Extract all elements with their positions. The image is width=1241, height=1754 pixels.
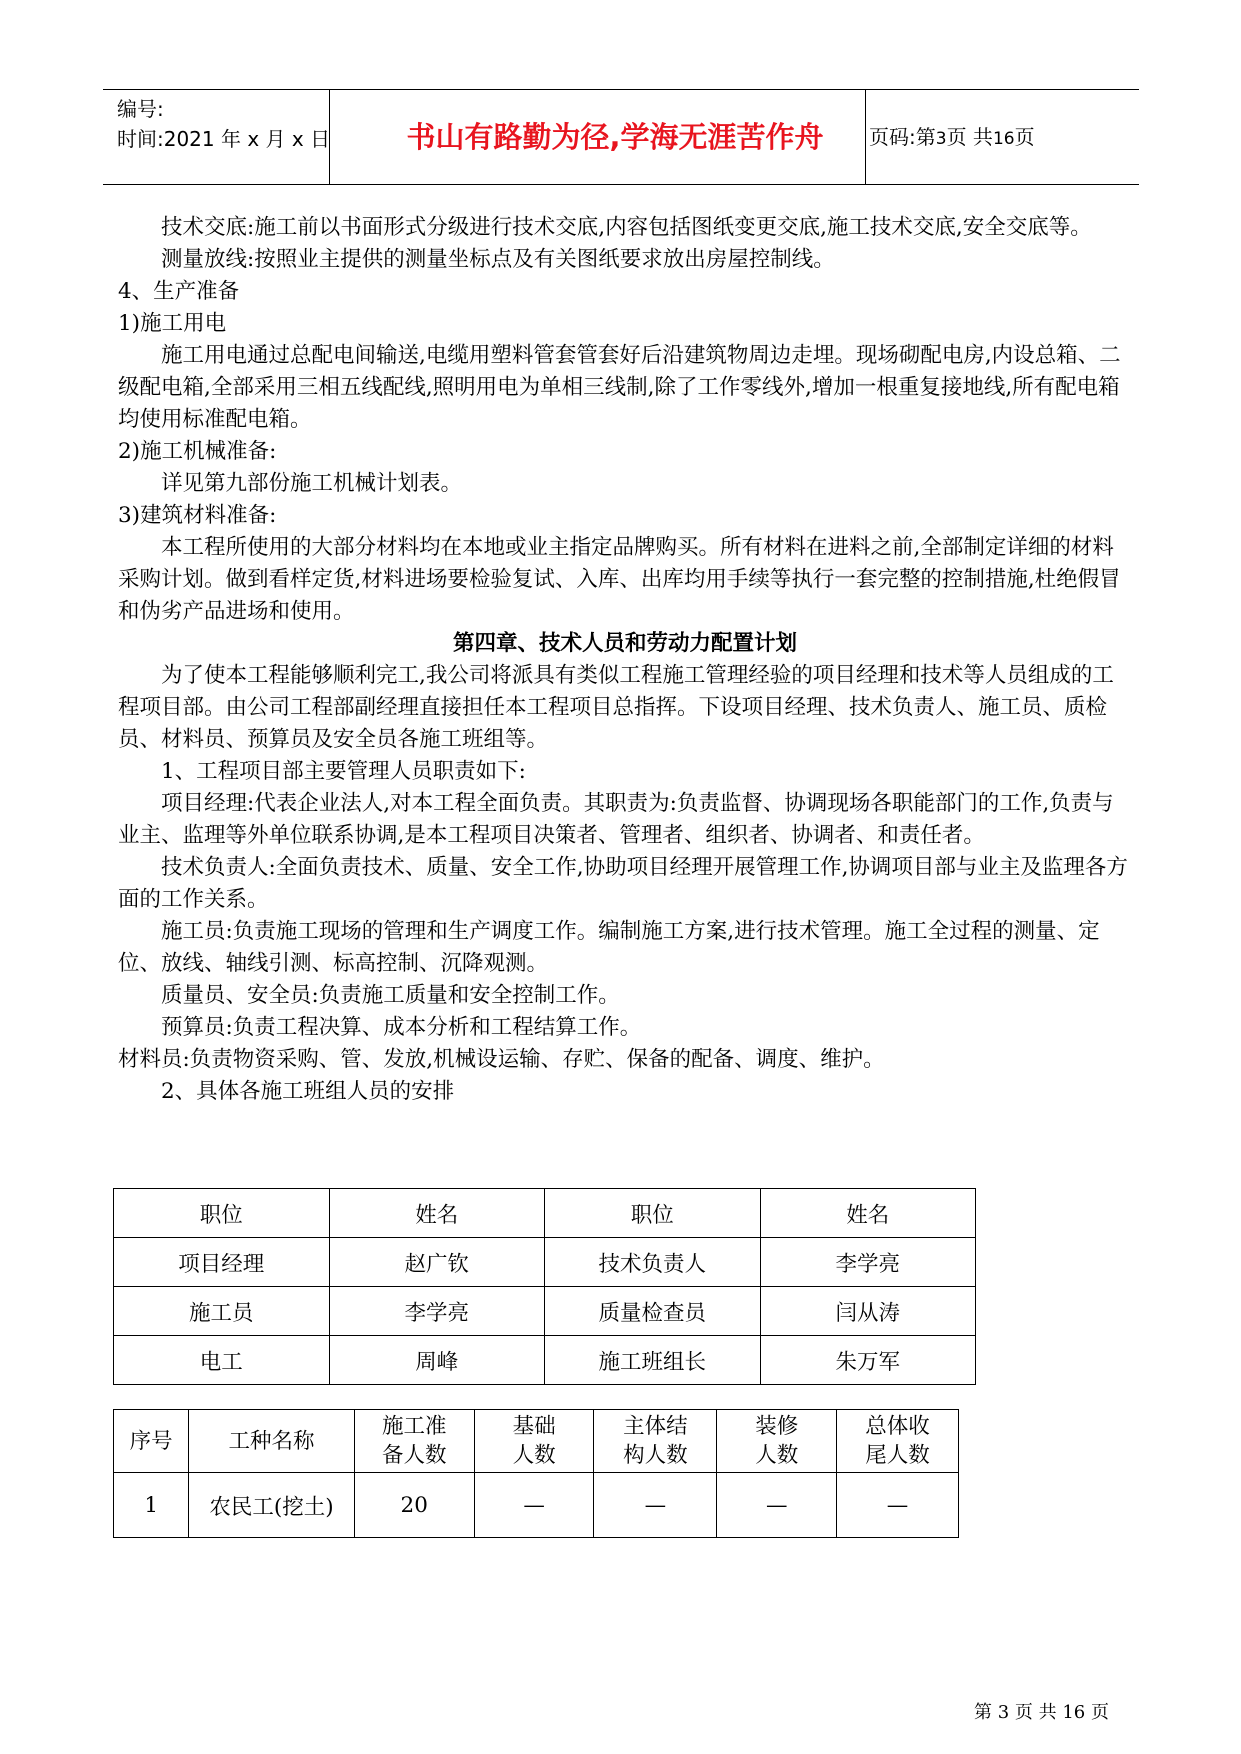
table-cell: 李学亮 xyxy=(760,1238,976,1287)
table-header-cell: 职位 xyxy=(114,1189,330,1238)
table-row xyxy=(114,1287,976,1336)
staff-table xyxy=(113,1188,976,1385)
paragraph-quality-safety: 质量员、安全员:负责施工质量和安全控制工作。 xyxy=(161,983,620,1008)
table-header-cell: 基础 人数 xyxy=(474,1410,594,1473)
table-header-cell: 姓名 xyxy=(760,1189,976,1238)
page-current: 3 xyxy=(935,129,947,149)
page-mid: 页 共 xyxy=(946,125,993,149)
paragraph-survey: 测量放线:按照业主提供的测量坐标点及有关图纸要求放出房屋控制线。 xyxy=(161,247,835,272)
table-cell: 农民工(挖土) xyxy=(189,1473,354,1538)
table-header-cell: 装修 人数 xyxy=(717,1410,837,1473)
page-header xyxy=(103,89,1139,185)
table-header-cell: 职位 xyxy=(545,1189,761,1238)
paragraph-technical-briefing: 技术交底:施工前以书面形式分级进行技术交底,内容包括图纸变更交底,施工技术交底,安全交底等。 xyxy=(161,215,1092,240)
paragraph-materials: 本工程所使用的大部分材料均在本地或业主指定品牌购买。所有材料在进料之前,全部制定详细的材料采购计划。做到看样定货,材料进场要检验复试、入库、出库均用手续等执行一套完整的控制措施,杜绝假冒和伪劣产品进场和使用。 xyxy=(118,535,1121,624)
heading-production-prep: 4、生产准备 xyxy=(118,279,240,304)
table-cell: 质量检查员 xyxy=(545,1287,761,1336)
page-footer: 第 3 页 共 16 页 xyxy=(974,1702,1109,1723)
heading-materials: 3)建筑材料准备: xyxy=(118,503,277,528)
table-header-cell: 主体结 构人数 xyxy=(594,1410,717,1473)
paragraph-technical-lead: 技术负责人:全面负责技术、质量、安全工作,协助项目经理开展管理工作,协调项目部与业主及监理各方面的工作关系。 xyxy=(118,855,1128,912)
table-cell: — xyxy=(474,1473,594,1538)
table-row xyxy=(114,1410,959,1473)
table-cell: 闫从涛 xyxy=(760,1287,976,1336)
table-cell: — xyxy=(837,1473,959,1538)
table-header-cell: 工种名称 xyxy=(189,1410,354,1473)
paragraph-materials-officer: 材料员:负责物资采购、管、发放,机械设运输、存贮、保备的配备、调度、维护。 xyxy=(118,1047,885,1072)
labor-table xyxy=(113,1409,959,1538)
heading-machinery: 2)施工机械准备: xyxy=(118,439,277,464)
table-cell: — xyxy=(717,1473,837,1538)
heading-electricity: 1)施工用电 xyxy=(118,311,227,336)
table-cell: 赵广钦 xyxy=(329,1238,545,1287)
table-cell: 1 xyxy=(114,1473,189,1538)
table-cell: 朱万军 xyxy=(760,1336,976,1385)
table-cell: 施工班组长 xyxy=(545,1336,761,1385)
header-meta xyxy=(117,94,330,154)
table-cell: 电工 xyxy=(114,1336,330,1385)
table-header-cell: 序号 xyxy=(114,1410,189,1473)
table-row xyxy=(114,1336,976,1385)
heading-team-arrangement: 2、具体各施工班组人员的安排 xyxy=(161,1079,455,1104)
paragraph-electricity: 施工用电通过总配电间输送,电缆用塑料管套管套好后沿建筑物周边走埋。现场砌配电房,内设总箱、二级配电箱,全部采用三相五线配线,照明用电为单相三线制,除了工作零线外,增加一根重复接地线,所有配电箱均使用标准配电箱。 xyxy=(118,343,1121,432)
table-row xyxy=(114,1189,976,1238)
chapter-title: 第四章、技术人员和劳动力配置计划 xyxy=(452,631,797,656)
table-cell: 李学亮 xyxy=(329,1287,545,1336)
table-cell: 20 xyxy=(354,1473,474,1538)
table-cell: 技术负责人 xyxy=(545,1238,761,1287)
paragraph-budget: 预算员:负责工程决算、成本分析和工程结算工作。 xyxy=(161,1015,642,1040)
paragraph-project-manager: 项目经理:代表企业法人,对本工程全面负责。其职责为:负责监督、协调现场各职能部门的工作,负责与业主、监理等外单位联系协调,是本工程项目决策者、管理者、组织者、协调者、和责任者。 xyxy=(118,791,1114,848)
document-time: 时间:2021 年 x 月 x 日 xyxy=(117,127,331,151)
header-divider xyxy=(865,90,866,184)
table-cell: — xyxy=(594,1473,717,1538)
table-cell: 周峰 xyxy=(329,1336,545,1385)
paragraph-team-intro: 为了使本工程能够顺利完工,我公司将派具有类似工程施工管理经验的项目经理和技术等人员组成的工程项目部。由公司工程部副经理直接担任本工程项目总指挥。下设项目经理、技术负责人、施工员、质检员、材料员、预算员及安全员各施工班组等。 xyxy=(118,663,1114,752)
table-row xyxy=(114,1473,959,1538)
table-row xyxy=(114,1238,976,1287)
table-header-cell: 总体收 尾人数 xyxy=(837,1410,959,1473)
page-prefix: 页码:第 xyxy=(869,125,936,149)
page-suffix: 页 xyxy=(1014,125,1035,149)
table-header-cell: 施工准 备人数 xyxy=(354,1410,474,1473)
paragraph-machinery: 详见第九部份施工机械计划表。 xyxy=(161,471,463,496)
table-cell: 施工员 xyxy=(114,1287,330,1336)
header-page-indicator xyxy=(869,90,1035,184)
document-body xyxy=(118,212,1132,1108)
paragraph-site-engineer: 施工员:负责施工现场的管理和生产调度工作。编制施工方案,进行技术管理。施工全过程的测量、定位、放线、轴线引测、标高控制、沉降观测。 xyxy=(118,919,1100,976)
table-cell: 项目经理 xyxy=(114,1238,330,1287)
heading-duties: 1、工程项目部主要管理人员职责如下: xyxy=(161,759,526,784)
page-total: 16 xyxy=(992,129,1015,149)
table-header-cell: 姓名 xyxy=(329,1189,545,1238)
document-number-label: 编号: xyxy=(117,97,164,121)
header-motto: 书山有路勤为径,学海无涯苦作舟 xyxy=(406,120,824,154)
